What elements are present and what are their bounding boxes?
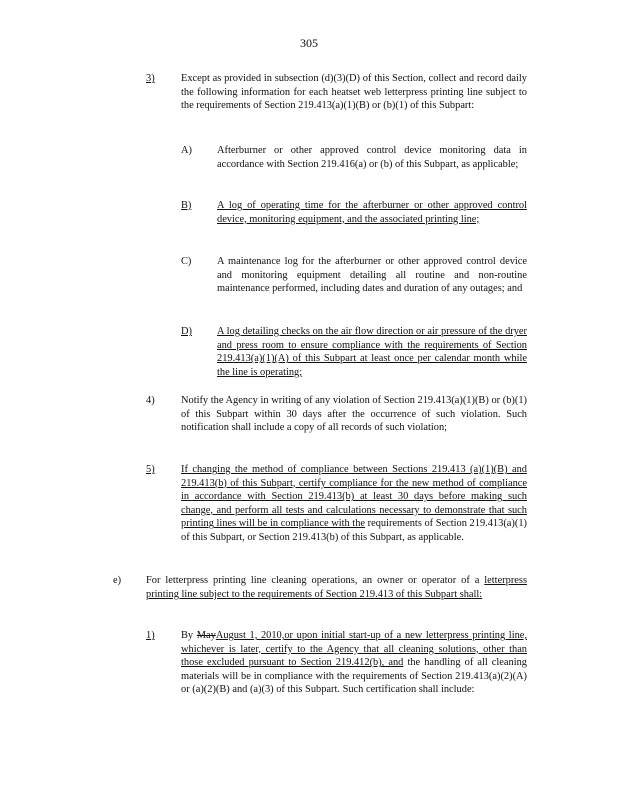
item-label: 4) — [146, 395, 155, 406]
item-text — [181, 463, 527, 545]
item-text — [146, 574, 527, 601]
item-text-underlined: August 1, 2010,or upon initial start-up of a new letterpress printing line, whichever is later, certify to the Agency that all cleaning solutions, other than those excluded pursuant to Section 219.412(b), and — [181, 630, 527, 669]
item-label: 1) — [146, 630, 155, 641]
item-text-underlined: If changing the method of compliance between Sections 219.413 (a)(1)(B) and 219.413(b) of this Subpart, certify compliance for the new method of compliance in accordance with Section 219.413(b) at least 30 days before making such change, and perform all tests and calculations necessary to demonstrate that such printing lines will be in compliance with the — [181, 464, 527, 530]
item-text-struck: May — [196, 630, 216, 641]
item-text-plain: the handling of all cleaning materials will be in compliance with the requirements of Section 219.413(a)(2)(A) or (a)(2)(B) and (a)(3) of this Subpart. Such certification shall include: — [181, 657, 527, 696]
item-text: A maintenance log for the afterburner or other approved control device and monitoring equipment detailing all routine and non-routine maintenance performed, including dates and duration of any outages; and — [217, 256, 527, 295]
item-text: Notify the Agency in writing of any violation of Section 219.413(a)(1)(B) or (b)(1) of this Subpart within 30 days after the occurrence of such violation. Such notification shall include a copy of all records of such violation; — [181, 395, 527, 434]
item-text-plain: For letterpress printing line cleaning operations, an owner or operator of a — [146, 575, 480, 586]
item-label: D) — [181, 326, 192, 337]
item-text-underlined: A log of operating time for the afterburner or other approved control device, monitoring equipment, and the associated printing line; — [217, 200, 527, 225]
item-text: Except as provided in subsection (d)(3)(D) of this Section, collect and record daily the following information for each heatset web letterpress printing line subject to the requirements of Section 219.413(a)(1)(B) or (b)(1) of this Subpart: — [181, 73, 527, 112]
item-text — [217, 325, 527, 379]
item-text-underlined: A log detailing checks on the air flow direction or air pressure of the dryer and press room to ensure compliance with the requirements of Section 219.413(a)(1)(A) of this Subpart at least once per calendar month while the line is operating; — [217, 326, 527, 378]
item-text: Afterburner or other approved control device monitoring data in accordance with Section 219.416(a) or (b) of this Subpart, as applicable; — [217, 145, 527, 170]
item-label: 5) — [146, 464, 155, 475]
item-text — [217, 199, 527, 226]
item-text-by: By — [181, 630, 194, 641]
page-number: 305 — [300, 36, 318, 50]
item-label: B) — [181, 200, 192, 211]
item-text-plain: requirements of Section 219.413(a)(1) of this Subpart, or Section 219.413(b) of this Subpart, as applicable. — [181, 518, 527, 543]
item-text — [181, 629, 527, 697]
item-text-underlined: letterpress printing line subject to the requirements of Section 219.413 of this Subpart shall: — [146, 575, 527, 600]
item-label: C) — [181, 256, 192, 267]
item-label: 3) — [146, 73, 155, 84]
item-label: A) — [181, 145, 192, 156]
item-label: e) — [113, 575, 122, 586]
